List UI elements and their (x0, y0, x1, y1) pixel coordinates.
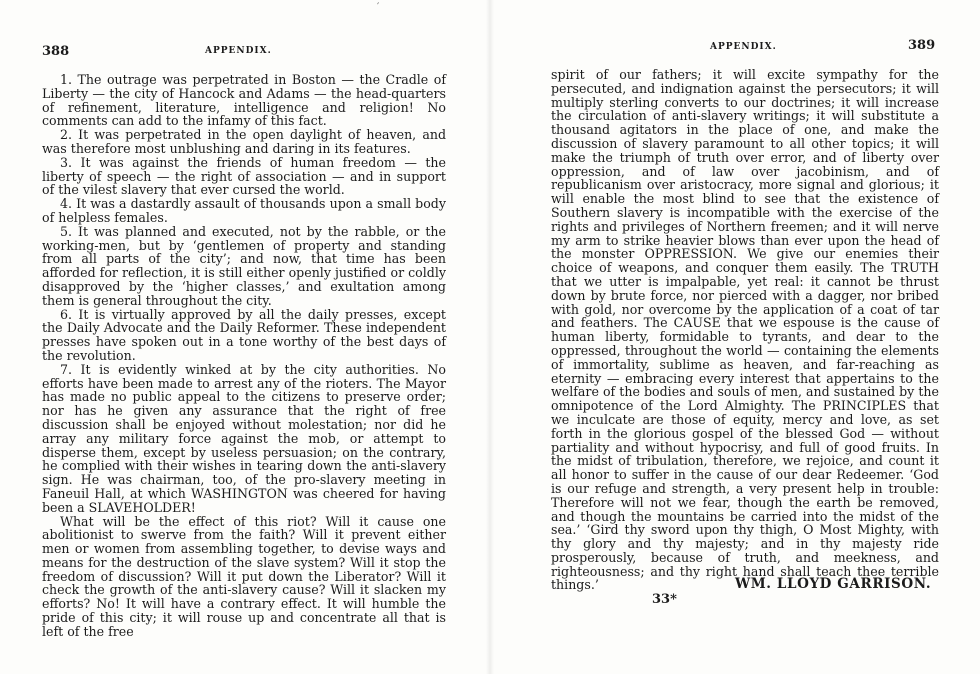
paragraph-3: 3. It was against the friends of human freedom — the liberty of speech — the right of association — and in support of the vilest slavery that ever cursed the world. (42, 154, 446, 198)
left-body (42, 73, 446, 639)
paragraph-2: 2. It was perpetrated in the open daylight of heaven, and was therefore most unblushing and daring in its features. (42, 127, 446, 156)
paragraph-7: 7. It is evidently winked at by the city authorities. No efforts have been made to arrest any of the rioters. The Mayor has made no public appeal to the citizens to preserve order; nor has he given any assurance that the right of free discussion shall be enjoyed without molestation; nor did he array any military force against the mob, or attempt to disperse them, except by useless persuasion; on the contrary, he complied with their wishes in tearing down the anti-slavery sign. He was chairman, too, of the pro-slavery meeting in Faneuil Hall, at which WASHINGTON was cheered for having been a SLAVEHOLDER! (42, 361, 446, 515)
paragraph-1: 1. The outrage was perpetrated in Boston — the Cradle of Liberty — the city of Hancock and Adams — the head-quarters of refinement, literature, intelligence and religion! No comments can add to the infamy of this fact. (42, 72, 446, 129)
signature: WM. LLOYD GARRISON. (735, 576, 932, 592)
left-running-head: APPENDIX. (205, 46, 272, 56)
right-page (490, 0, 980, 674)
left-page-number: 388 (42, 44, 70, 59)
right-page-number: 389 (908, 38, 936, 53)
paragraph-4: 4. It was a dastardly assault of thousands upon a small body of helpless females. (42, 196, 446, 225)
paragraph-5: 5. It was planned and executed, not by the rabble, or the working-men, but by ‘gentlemen of property and standing from all parts of the city’; and now, that time has been afforded for reflection, it is still either openly justified or coldly disapproved by the ‘higher classes,’ and exultation among them is general throughout the city. (42, 223, 446, 308)
paragraph-6: 6. It is virtually approved by all the daily presses, except the Daily Advocate and the Daily Reformer. These independent presses have spoken out in a tone worthy of the best days of the revolution. (42, 306, 446, 363)
signature-mark: 33* (652, 592, 677, 607)
right-body (551, 68, 939, 592)
paragraph-continued: spirit of our fathers; it will excite sympathy for the persecuted, and indignation against the persecutors; it will multiply sterling converts to our doctrines; it will increase the circulation of anti-slavery writings; it will substitute a thousand agitators in the place of one, and make the discussion of slavery paramount to all other topics; it will make the triumph of truth over error, and of liberty over oppression, and of law over jacobinism, and of republicanism over aristocracy, more signal and glorious; it will enable the most blind to see that the existence of Southern slavery is incompatible with the exercise of the rights and privileges of Northern freemen; and it will nerve my arm to strike heavier blows than ever upon the head of the monster OPPRESSION. We give our enemies their choice of weapons, and conquer them easily. The TRUTH that we utter is impalpable, yet real: it cannot be thrust down by brute force, nor pierced with a dagger, nor bribed with gold, nor overcome by the application of a coat of tar and feathers. The CAUSE that we espouse is the cause of human liberty, formidable to tyrants, and dear to the oppressed, throughout the world — containing the elements of immortality, sublime as heaven, and far-reaching as eternity — embracing every interest that appertains to the welfare of the bodies and souls of men, and sustained by the omnipotence of the Lord Almighty. The PRINCIPLES that we inculcate are those of equity, mercy and love, as set forth in the glorious gospel of the blessed God — without partiality and without hypocrisy, and full of good fruits. In the midst of tribulation, therefore, we rejoice, and count it all honor to suffer in the cause of our dear Redeemer. ‘God is our refuge and strength, a very present help in trouble: Therefore will not we fear, though the earth be removed, and though the mountains be carried into the midst of the sea.’ ‘Gird thy sword upon thy thigh, O Most Mighty, with thy glory and thy majesty; and in thy majesty ride prosperously, because of truth, and meekness, and righteousness; and thy right hand shall teach thee terrible things.’ (551, 67, 939, 593)
right-running-head: APPENDIX. (710, 42, 777, 52)
paragraph-effect: What will be the effect of this riot? Will it cause one abolitionist to swerve from the faith? Will it prevent either men or women from assembling together, to devise ways and means for the destruction of the slave system? Will it stop the freedom of discussion? Will it put down the Liberator? Will it check the growth of the anti-slavery cause? Will it slacken my efforts? No! It will have a contrary effect. It will humble the pride of this city; it will rouse up and concentrate all that is left of the free (42, 513, 446, 639)
scan-speck: ′ (377, 2, 380, 13)
